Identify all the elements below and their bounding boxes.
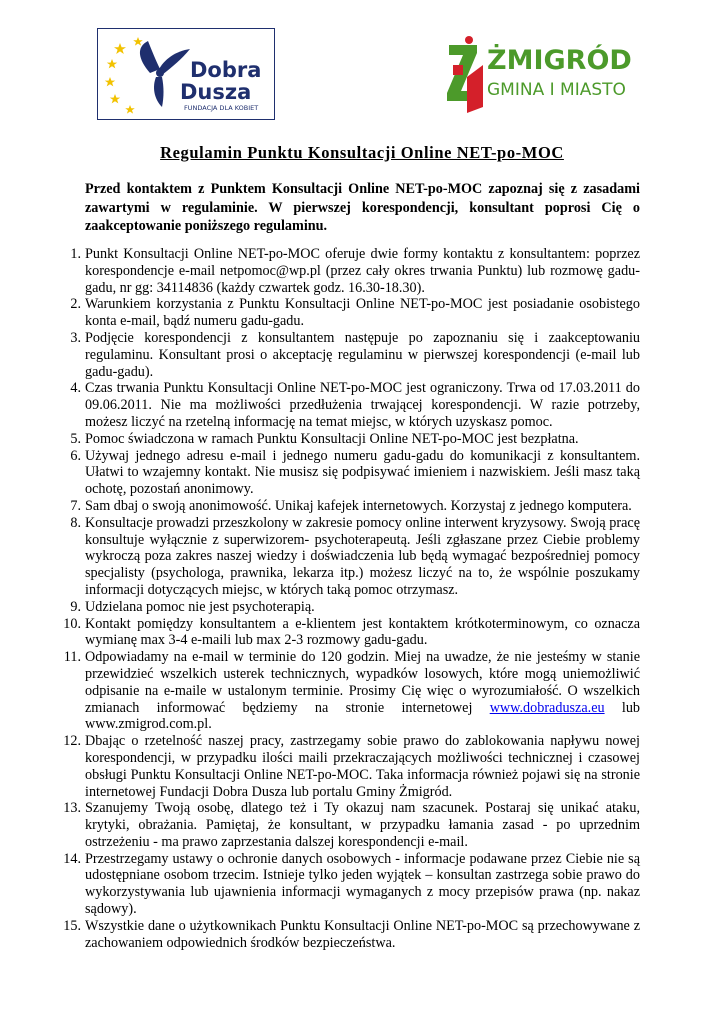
rule-text: Konsultacje prowadzi przeszkolony w zakresie pomocy online interwent kryzysowy. Swoją pracę konsultuje wyłącznie z superwizorem- psychoterapeutą. Jeśli zgłaszane przez Ciebie problemy wykroczą poza zakres naszej wiedzy i doświadczenia lub będą wymagać bezpośredniej pomocy specjalisty (psychologa, prawnika, lekarza itp.) możesz liczyć na to, że wspólnie poszukamy informacji dotyczących miejsc, w których taką pomoc otrzymasz. <box>85 514 640 598</box>
rule-number: 8. <box>70 514 81 531</box>
rule-text: Czas trwania Punktu Konsultacji Online NET-po-MOC jest ograniczony. Trwa od 17.03.2011 do 09.06.2011. Nie ma możliwości przedłużenia trwającej korespondencji. W razie potrzeby, możesz liczyć na rzetelną informację na temat miejsc, w których uzyskasz pomoc. <box>85 380 640 430</box>
rule-number: 4. <box>70 380 81 397</box>
rule-item <box>70 497 640 515</box>
dobra-dusza-emblem <box>98 29 273 118</box>
logo-line-gmina: GMINA I MIASTO <box>487 80 626 100</box>
rule-text: Przestrzegamy ustawy o ochronie danych osobowych - informacje podawane przez Ciebie nie są udostępniane osobom trzecim. Istnieje tylko jeden wyjątek – konsultan zastrzega sobie prawo do wykorzystywania lub ujawnienia informacji wymaganych z mocy przepisów prawa (np. nakaz sądowy). <box>85 850 640 918</box>
intro-paragraph: Przed kontaktem z Punktem Konsultacji Online NET-po-MOC zapoznaj się z zasadami zawartymi w regulaminie. W pierwszej korespondencji, konsultant poprosi Cię o zaakceptowanie poniższego regulaminu. <box>85 181 640 234</box>
logo-line-dusza: Dusza <box>180 80 252 104</box>
rule-text: Podjęcie korespondencji z konsultantem następuje po zapoznaniu się i zaakceptowaniu regulaminu. Konsultant prosi o akceptację regulaminu w pierwszej korespondencji (e-mail lub gadu-gadu). <box>85 329 640 380</box>
star-ring-icon <box>105 37 143 114</box>
rule-item <box>63 917 640 952</box>
rule-item <box>70 380 640 430</box>
rule-number: 14. <box>63 850 81 867</box>
rule-text: Wszystkie dane o użytkownikach Punktu Konsultacji Online NET-po-MOC są przechowywane z zachowaniem odpowiednich środków bezpieczeństwa. <box>85 917 640 951</box>
rule-number: 1. <box>70 246 81 262</box>
rule-text: Odpowiadamy na e-mail w terminie do 120 godzin. Miej na uwadze, że nie jesteśmy w stanie przewidzieć wszelkich usterek technicznych, wypadków losowych, które mogą uniemożliwić odpisanie na e-maile w ustalonym terminie. Prosimy Cię więc o wyrozumiałość. O wszelkich zmianach informować będziemy na stronie internetowej <box>85 649 640 716</box>
rule-text-tail: lub www.zmigrod.com.pl. <box>85 699 641 733</box>
rule-text: Kontakt pomiędzy konsultantem a e-klientem jest kontaktem krótkoterminowym, co oznacza wymianę max 3-4 e-maili lub max 2-3 rozmowy gadu-gadu. <box>85 615 640 649</box>
rule-item <box>70 246 640 296</box>
rule-number: 10. <box>63 615 81 632</box>
rule-item <box>70 296 640 330</box>
dobra-dusza-logo <box>97 28 275 120</box>
rule-number: 11. <box>63 649 81 666</box>
rule-text: Używaj jednego adresu e-mail i jednego numeru gadu-gadu do komunikacji z konsultantem. Ułatwi to wzajemny kontakt. Nie musisz się podpisywać imieniem i nazwiskiem. Jeśli masz taką ochotę, pozostań anonimowy. <box>85 447 640 498</box>
rule-item <box>70 598 640 616</box>
rule-text: Warunkiem korzystania z Punktu Konsultacji Online NET-po-MOC jest posiadanie osobistego konta e-mail, bądź numeru gadu-gadu. <box>85 296 640 330</box>
rule-text: Sam dbaj o swoją anonimowość. Unikaj kafejek internetowych. Korzystaj z jednego komputera. <box>85 497 632 514</box>
rule-number: 9. <box>70 598 81 615</box>
rule-text: Punkt Konsultacji Online NET-po-MOC oferuje dwie formy kontaktu z konsultantem: poprzez korespondencje e-mail netpomoc@wp.pl (przez cały okres trwania Punktu) lub rozmowę gadu-gadu, nr gg: 34114836 (każdy czwartek godz. 16.30-18.30). <box>85 246 640 296</box>
rule-number: 6. <box>70 447 81 464</box>
rule-number: 15. <box>63 917 81 934</box>
rule-item <box>63 733 640 800</box>
rule-number: 3. <box>70 329 81 346</box>
rule-item <box>63 649 641 733</box>
rule-text: Szanujemy Twoją osobę, dlatego też i Ty okazuj nam szacunek. Postaraj się unikać ataku, krytyki, obrażania. Pamiętaj, że konsultant, w przypadku łamania zasad - po uprzednim ostrzeżeniu - ma prawo zaprzestania dalszej korespondencji e-mail. <box>85 800 640 850</box>
rule-number: 13. <box>63 800 81 817</box>
logo-line-dobra: Dobra <box>190 58 262 82</box>
zmigrod-z-icon <box>447 36 483 113</box>
zmigrod-emblem <box>443 33 632 115</box>
rule-item <box>63 800 640 850</box>
website-link[interactable]: www.dobradusza.eu <box>489 699 605 716</box>
rule-item <box>70 430 640 448</box>
rule-number: 2. <box>70 296 81 313</box>
rule-text: Dbając o rzetelność naszej pracy, zastrzegamy sobie prawo do zablokowania napływu nowej korespondencji, w przypadku ilości maili przekraczających możliwości technicznej i czasowej obsługi Punktu Konsultacji Online NET-po-MOC. Taka informacja również pojawi się na stronie internetowej Fundacji Dobra Dusza lub portalu Gminy Żmigród. <box>85 733 640 800</box>
rule-number: 7. <box>70 497 81 514</box>
rule-number: 5. <box>70 430 81 447</box>
page-title: Regulamin Punktu Konsultacji Online NET-po-MOC <box>160 143 564 162</box>
rule-item <box>70 447 640 498</box>
logo-line-zmigrod: ŻMIGRÓD <box>487 45 632 76</box>
zmigrod-logo <box>443 33 632 115</box>
rule-item <box>63 850 640 918</box>
rule-number: 12. <box>63 733 81 750</box>
rule-item <box>70 329 640 380</box>
rule-text: Udzielana pomoc nie jest psychoterapią. <box>85 598 315 615</box>
rule-text: Pomoc świadczona w ramach Punktu Konsultacji Online NET-po-MOC jest bezpłatna. <box>85 430 579 447</box>
rule-item <box>63 615 640 650</box>
logo-subtitle: FUNDACJA DLA KOBIET <box>184 104 259 112</box>
rule-item <box>70 514 640 599</box>
rules-list <box>63 246 641 951</box>
